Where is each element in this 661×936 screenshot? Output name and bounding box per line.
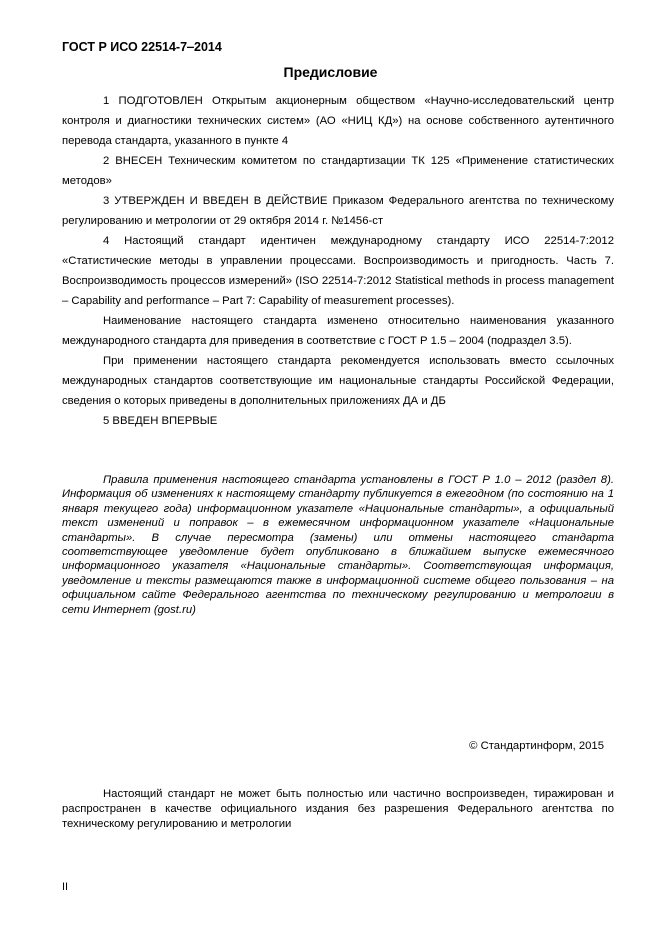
reproduction-notice — [62, 787, 614, 832]
usage-notice — [62, 473, 614, 617]
page-number: II — [62, 881, 69, 893]
usage-notice-text: Правила применения настоящего стандарта установлены в ГОСТ Р 1.0 – 2012 (раздел 8). Информация об изменениях к настоящему стандарту публикуется в ежегодном (по состоянию на 1 января текущего года) информационном указателе «Национальные стандарты», а официальный текст изменений и поправок – в ежемесячном информационном указателе «Национальные стандарты». В случае пересмотра (замены) или отмены настоящего стандарта соответствующее уведомление будет опубликовано в ближайшем выпуске ежемесячного информационного указателя «Национальные стандарты». Соответствующая информация, уведомление и тексты размещаются также в информационной системе общего пользования – на официальном сайте Федерального агентства по техническому регулированию и метрологии в сети Интернет (gost.ru) — [62, 474, 614, 616]
foreword-paragraph-references: При применении настоящего стандарта рекомендуется использовать вместо ссылочных международных стандартов соответствующие им национальные стандарты Российской Федерации, сведения о которых приведены в дополнительных приложениях ДА и ДБ — [62, 355, 614, 407]
foreword-paragraph-3: 3 УТВЕРЖДЕН И ВВЕДЕН В ДЕЙСТВИЕ Приказом Федерального агентства по техническому регулированию и метрологии от 29 октября 2014 г. №1456-ст — [62, 195, 614, 227]
foreword-paragraph-5: 5 ВВЕДЕН ВПЕРВЫЕ — [103, 415, 218, 427]
copyright-line: © Стандартинформ, 2015 — [469, 740, 604, 752]
foreword-paragraph-4: 4 Настоящий стандарт идентичен международному стандарту ИСО 22514-7:2012 «Статистические методы в управлении процессами. Воспроизводимость и пригодность. Часть 7. Воспроизводимость процессов измерений» (ISO 22514-7:2012 Statistical methods in process management – Capability and performance – Part 7: Capability of measurement processes). — [62, 235, 614, 307]
standard-id-header: ГОСТ Р ИСО 22514-7‒2014 — [62, 40, 222, 54]
foreword-paragraph-1: 1 ПОДГОТОВЛЕН Открытым акционерным обществом «Научно-исследовательский центр контроля и диагностики технических систем» (АО «НИЦ КД») на основе собственного аутентичного перевода стандарта, указанного в пункте 4 — [62, 95, 614, 147]
foreword-paragraph-2: 2 ВНЕСЕН Техническим комитетом по стандартизации ТК 125 «Применение статистических методов» — [62, 155, 614, 187]
foreword-paragraph-name-change: Наименование настоящего стандарта изменено относительно наименования указанного международного стандарта для приведения в соответствие с ГОСТ Р 1.5 – 2004 (подраздел 3.5). — [62, 315, 614, 347]
reproduction-notice-text: Настоящий стандарт не может быть полностью или частично воспроизведен, тиражирован и распространен в качестве официального издания без разрешения Федерального агентства по техническому регулированию и метрологии — [62, 788, 614, 830]
foreword-body — [62, 91, 614, 431]
page-title: Предисловие — [283, 64, 378, 80]
